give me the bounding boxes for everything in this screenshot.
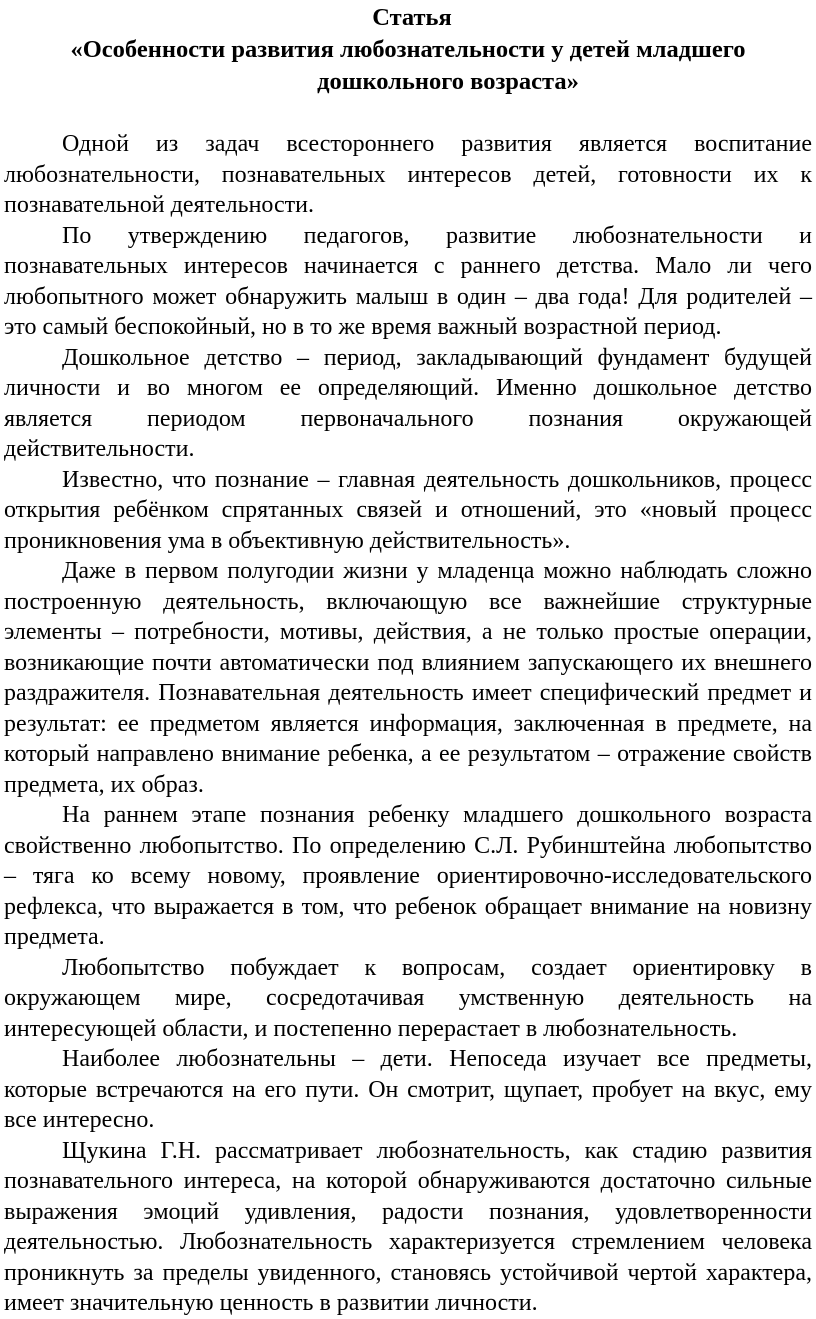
document-heading xyxy=(0,2,816,98)
paragraph: Любопытство побуждает к вопросам, создает ориентировку в окружающем мире, сосредотачивая умственную деятельность на интересующей области, и постепенно перерастает в любознательность. xyxy=(4,954,812,1042)
document-title-line-2: дошкольного возраста» xyxy=(317,68,579,95)
document-body xyxy=(4,129,812,1319)
paragraph: Даже в первом полугодии жизни у младенца можно наблюдать сложно построенную деятельность, включающую все важнейшие структурные элементы – потребности, мотивы, действия, а не только простые операции, возникающие почти автоматически под влиянием запускающего их внешнего раздражителя. Познавательная деятельность имеет специфический предмет и результат: ее предметом является информация, заключенная в предмете, на который направлено внимание ребенка, а ее результатом – отражение свойств предмета, их образ. xyxy=(4,558,812,798)
document-title-line-1: «Особенности развития любознательности у детей младшего xyxy=(70,36,746,63)
paragraph: Наиболее любознательны – дети. Непоседа изучает все предметы, которые встречаются на его пути. Он смотрит, щупает, пробует на вкус, ему все интересно. xyxy=(4,1046,812,1133)
paragraph: Щукина Г.Н. рассматривает любознательность, как стадию развития познавательного интереса, на которой обнаруживаются достаточно сильные выражения эмоций удивления, радости познания, удовлетворенности деятельностью. Любознательность характеризуется стремлением человека проникнуть за пределы увиденного, становясь устойчивой чертой характера, имеет значительную ценность в развитии личности. xyxy=(4,1137,812,1316)
paragraph: На раннем этапе познания ребенку младшего дошкольного возраста свойственно любопытство. По определению С.Л. Рубинштейна любопытство – тяга ко всему новому, проявление ориентировочно-исследовательского рефлекса, что выражается в том, что ребенок обращает внимание на новизну предмета. xyxy=(4,802,812,950)
paragraph: Известно, что познание – главная деятельность дошкольников, процесс открытия ребёнком спрятанных связей и отношений, это «новый процесс проникновения ума в объективную действительность». xyxy=(4,466,812,554)
paragraph: По утверждению педагогов, развитие любознательности и познавательных интересов начинается с раннего детства. Мало ли чего любопытного может обнаружить малыш в один – два года! Для родителей – это самый беспокойный, но в то же время важный возрастной период. xyxy=(4,222,812,340)
document-label: Статья xyxy=(372,4,452,31)
paragraph: Дошкольное детство – период, закладывающий фундамент будущей личности и во многом ее определяющий. Именно дошкольное детство является периодом первоначального познания окружающей действительности. xyxy=(4,344,812,462)
paragraph: Одной из задач всестороннего развития является воспитание любознательности, познавательных интересов детей, готовности их к познавательной деятельности. xyxy=(4,131,812,218)
